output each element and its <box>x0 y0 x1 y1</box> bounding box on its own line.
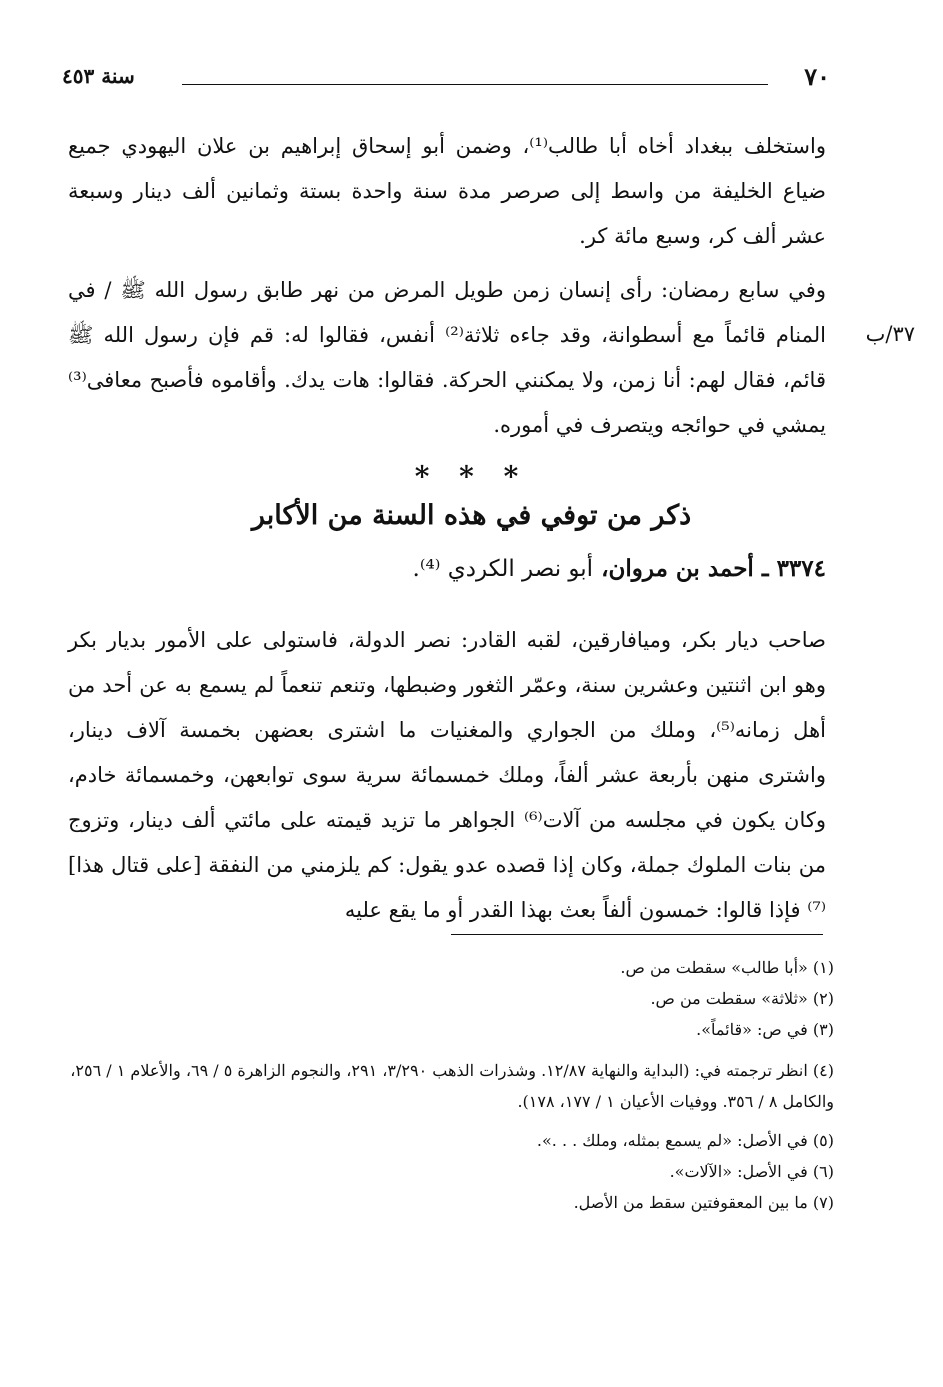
footnote-2: (٢) «ثلاثة» سقطت من ص. <box>650 989 834 1008</box>
section-separator: * * * <box>414 460 529 493</box>
entry-kunya: أبو نصر الكردي ⁽⁴⁾. <box>412 556 594 582</box>
paragraph-1: واستخلف ببغداد أخاه أبا طالب⁽¹⁾، وضمن أبو إسحاق إبراهيم بن علان اليهودي جميع ضياع الخليفة من واسط إلى صرصر مدة سنة واحدة بستة وثمانين ألف دينار وسبعة عشر ألف كر، وسبع مائة كر. <box>68 134 827 248</box>
footnote-rule <box>451 934 823 935</box>
running-header <box>62 62 830 98</box>
year-label: سنة ٤٥٣ <box>62 64 135 88</box>
paragraph-3: صاحب ديار بكر، وميافارقين، لقبه القادر: نصر الدولة، فاستولى على الأمور بديار بكر وهو ابن اثنتين وعشرين سنة، وعمّر الثغور وضبطها، وتنعم تنعماً لم يسمع به عن أحد من أهل زمانه⁽⁵⁾، وملك من الجواري والمغنيات ما اشترى بعضهن بخمسة آلاف دينار، واشترى منهن بأربعة عشر ألفاً، وملك خمسمائة سرية سوى توابعهن، وخمسمائة خادم، وكان يكون في مجلسه من آلات⁽⁶⁾ الجواهر ما تزيد قيمته على مائتي ألف دينار، وتزوج من بنات الملوك جملة، وكان إذا قصده عدو يقول: كم يلزمني من النفقة [على قتال هذا]⁽⁷⁾ فإذا قالوا: خمسون ألفاً بعث بهذا القدر أو ما يقع عليه <box>68 628 826 922</box>
footnote-1: (١) «أبا طالب» سقطت من ص. <box>620 958 834 977</box>
footnote-3: (٣) في ص: «قائماً». <box>696 1020 834 1039</box>
footnote-4: (٤) انظر ترجمته في: (البداية والنهاية ١٢/٨٧. وشذرات الذهب ٣/٢٩٠، ٢٩١، والنجوم الزاهرة ٥ / ٦٩، والأعلام ١ / ٢٥٦، والكامل ٨ / ٣٥٦. ووفيات الأعيان ١ / ١٧٧، ١٧٨). <box>70 1061 834 1111</box>
footnote-6: (٦) في الأصل: «الآلات». <box>669 1162 834 1181</box>
footnote-7: (٧) ما بين المعقوفتين سقط من الأصل. <box>573 1193 834 1212</box>
margin-folio-note: ٣٧/ب <box>865 322 915 346</box>
footnote-5: (٥) في الأصل: «لم يسمع بمثله، وملك . . .». <box>536 1131 834 1150</box>
page-number: ٧٠ <box>804 62 830 91</box>
header-rule <box>182 84 768 85</box>
footnotes <box>70 952 834 1218</box>
section-heading: ذكر من توفي في هذه السنة من الأكابر <box>251 500 692 531</box>
biography-entry-title <box>68 555 826 582</box>
paragraph-2: وفي سابع رمضان: رأى إنسان زمن طويل المرض من نهر طابق رسول الله ﷺ / في المنام قائماً مع أسطوانة، وقد جاءه ثلاثة⁽²⁾ أنفس، فقالوا له: قم فإن رسول الله ﷺ قائم، فقال لهم: أنا زمن، ولا يمكنني الحركة. فقالوا: هات يدك. وأقاموه فأصبح معافى⁽³⁾ يمشي في حوائجه ويتصرف في أموره. <box>68 278 826 437</box>
entry-number-name: ٣٣٧٤ ـ أحمد بن مروان، <box>601 555 826 582</box>
